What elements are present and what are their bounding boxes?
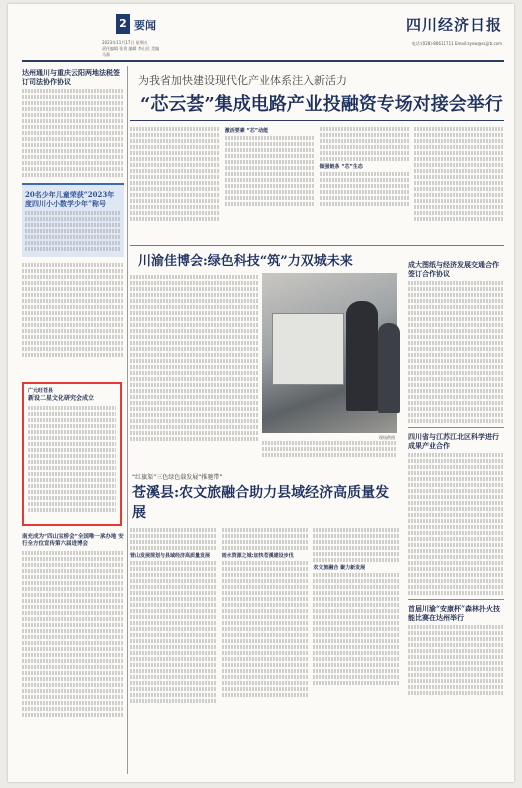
highlighted-article[interactable]	[22, 382, 122, 526]
left-headline-4: 南充成为“四山宝桥会”全国唯一承办地 安行全方位宣传第六届进博会	[22, 534, 124, 547]
lead-article-body	[130, 125, 504, 241]
right-headline-3: 首届川渝“安康杯”森林扑火技能比赛在达州举行	[408, 604, 501, 622]
left-headline-2: 20名少年儿童荣获“2023年度四川小小数学少年”称号	[25, 190, 115, 208]
left-column	[22, 66, 124, 776]
contact-info: 电话:(028)-86611711 Email:zyxw@scjjrb.com	[411, 41, 502, 46]
lead-headline: “芯云荟”集成电路产业投融资专场对接会举行	[140, 94, 503, 115]
section3-subhead-f: 农文旅融合 聚力新发展	[313, 565, 366, 571]
left-headline-1: 达州通川与重庆云阳两地法税签订司法协作协议	[22, 68, 120, 86]
lead-subhead-b: 做强链条 “芯”生态	[319, 164, 363, 170]
section3-body	[130, 526, 400, 705]
newspaper-logo: 四川经济日报	[405, 16, 502, 34]
masthead	[22, 10, 504, 58]
right-headline-2: 四川省与江苏江北区科学进行成果产业合作	[408, 432, 499, 450]
section3-headline: 苍溪县:农文旅融合助力县域经济高质量发展	[132, 485, 390, 521]
right-headline-1: 成大图纸与经济发展交通合作签订合作协议	[408, 260, 499, 278]
section2-headline: 川渝佳博会:绿色科技“筑”力双城未来	[138, 254, 353, 269]
highlight-box	[22, 183, 124, 257]
photo-caption: 现场供图	[379, 435, 395, 440]
highlighted-article-title: 新设二星文化研究会成立	[28, 395, 95, 402]
main-column	[130, 66, 504, 776]
right-column	[408, 258, 504, 697]
section-name: 要闻	[134, 19, 156, 32]
lead-kicker: 为我省加快建设现代化产业体系注入新活力	[138, 74, 347, 87]
section3-subhead-e: 雨水资源之城:加快苍溪建设步伐	[221, 553, 294, 559]
section3-subhead-d: 营山发展规划与县域经济高质量发展	[130, 553, 211, 559]
headline-rule	[130, 120, 504, 121]
column-divider	[127, 66, 128, 774]
newspaper-page	[8, 4, 514, 782]
editors-line: 责任编辑 张贵 编辑 李山民 美编 马源	[102, 46, 160, 57]
highlighted-article-kicker: 广元旺苍县	[28, 388, 54, 394]
section3-kicker: “红旗渠”三色绿色载发展“推驰带”	[132, 474, 223, 481]
masthead-rule	[22, 60, 504, 62]
page-number: 2	[116, 14, 130, 34]
date-line: 2023年11月17日 星期五	[102, 40, 148, 45]
lead-subhead-a: 激活要素 “芯”动能	[224, 128, 269, 134]
news-photo	[262, 273, 397, 440]
